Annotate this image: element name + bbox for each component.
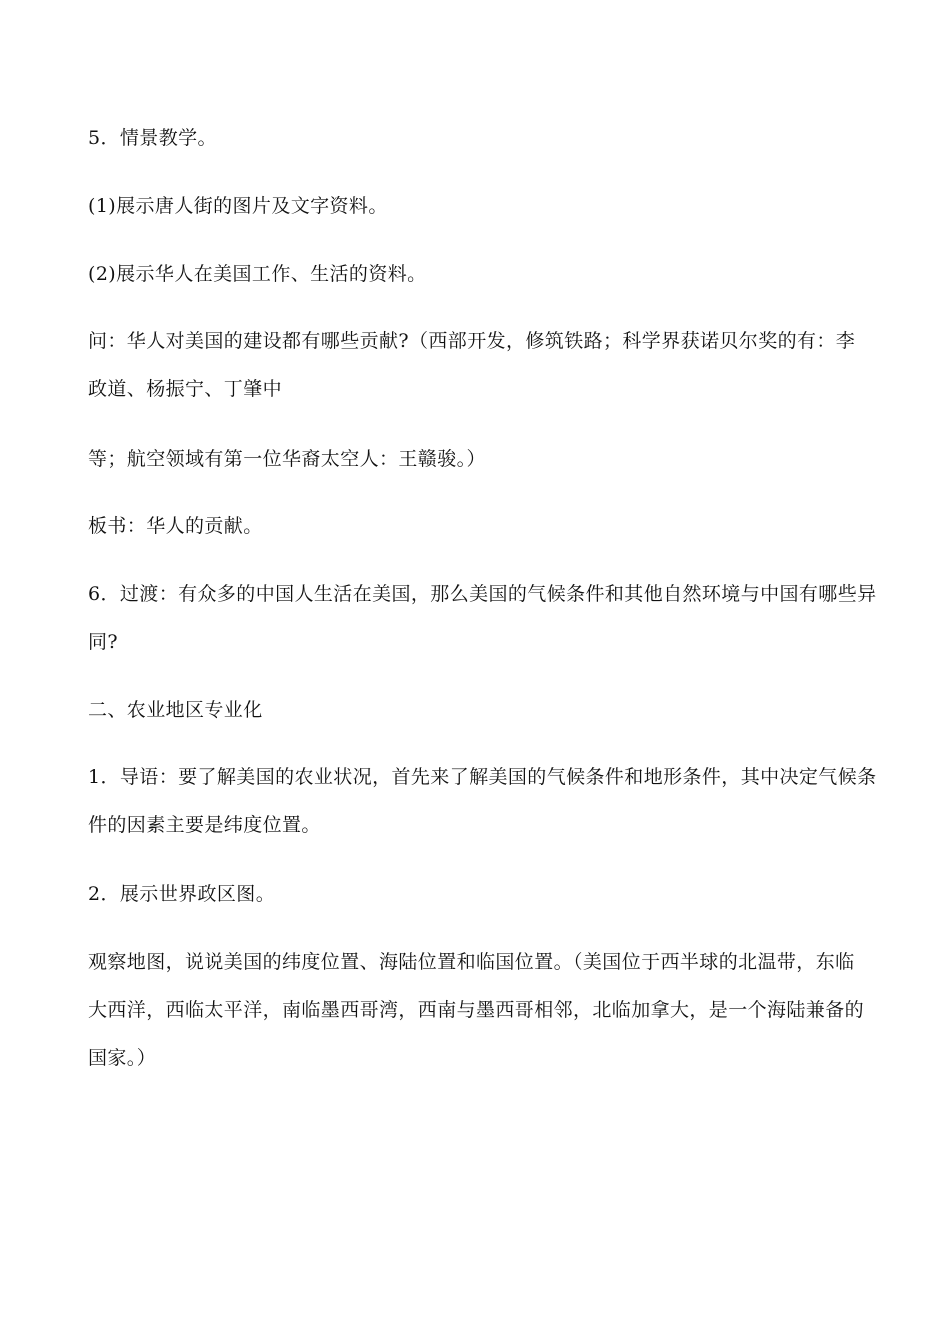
observe-line-3: 国家。） xyxy=(88,1047,157,1069)
question-line-1: 问：华人对美国的建设都有哪些贡献?（西部开发，修筑铁路；科学界获诺贝尔奖的有：李 xyxy=(88,330,856,352)
item-6-line-1: 6．过渡：有众多的中国人生活在美国，那么美国的气候条件和其他自然环境与中国有哪些异 xyxy=(88,583,877,605)
item-2: 2．展示世界政区图。 xyxy=(88,883,276,905)
item-5-2: (2)展示华人在美国工作、生活的资料。 xyxy=(88,263,427,285)
section-heading: 二、农业地区专业化 xyxy=(88,699,263,721)
item-1-line-2: 件的因素主要是纬度位置。 xyxy=(88,814,321,836)
item-6-line-2: 同? xyxy=(88,631,118,653)
item-5-heading: 5．情景教学。 xyxy=(88,127,217,149)
board-note: 板书：华人的贡献。 xyxy=(88,515,263,537)
observe-line-2: 大西洋，西临太平洋，南临墨西哥湾，西南与墨西哥相邻，北临加拿大，是一个海陆兼备的 xyxy=(88,999,865,1021)
item-1-line-1: 1．导语：要了解美国的农业状况，首先来了解美国的气候条件和地形条件，其中决定气候条 xyxy=(88,766,877,788)
question-line-3: 等；航空领域有第一位华裔太空人：王赣骏。） xyxy=(88,448,486,470)
observe-line-1: 观察地图，说说美国的纬度位置、海陆位置和临国位置。（美国位于西半球的北温带，东临 xyxy=(88,951,855,973)
question-line-2: 政道、杨振宁、丁肇中 xyxy=(88,378,283,400)
item-5-1: (1)展示唐人街的图片及文字资料。 xyxy=(88,195,388,217)
